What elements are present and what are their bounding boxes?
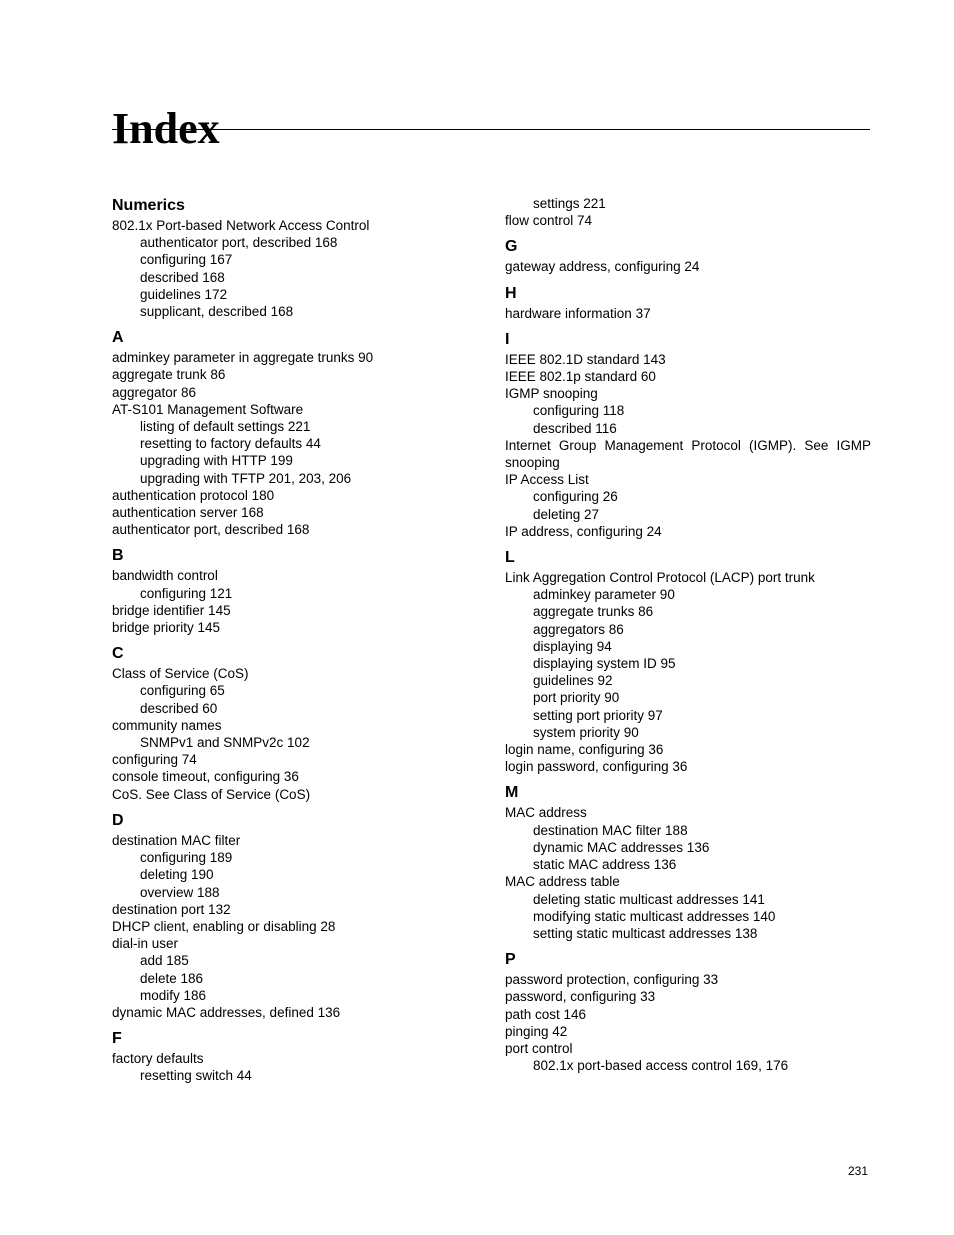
index-subentry: configuring 26 (533, 489, 618, 505)
section-heading: C (112, 645, 124, 663)
index-subentry: described 116 (533, 420, 617, 436)
index-entry: hardware information 37 (505, 305, 651, 321)
section-heading: F (112, 1030, 122, 1048)
index-entry: authentication protocol 180 (112, 487, 275, 503)
index-subentry: guidelines 172 (140, 286, 228, 302)
index-entry: dial-in user (112, 936, 179, 952)
index-entry: aggregator 86 (112, 384, 197, 400)
index-entry: MAC address (505, 805, 587, 821)
index-entry: Class of Service (CoS) (112, 666, 249, 682)
index-entry: pinging 42 (505, 1023, 568, 1039)
index-entry: factory defaults (112, 1051, 204, 1067)
index-entry: path cost 146 (505, 1006, 587, 1022)
index-entry: snooping (505, 455, 560, 471)
page-title: Index (112, 104, 220, 154)
index-subentry: configuring 65 (140, 683, 225, 699)
title-rule (112, 129, 870, 130)
index-entry: IP address, configuring 24 (505, 523, 662, 539)
index-entry: login password, configuring 36 (505, 759, 688, 775)
index-subentry: modifying static multicast addresses 140 (533, 908, 776, 924)
section-heading: Numerics (112, 197, 185, 214)
index-subentry: upgrading with HTTP 199 (140, 453, 293, 469)
index-entry: flow control 74 (505, 213, 593, 229)
index-subentry: deleting 190 (140, 867, 214, 883)
index-section (505, 283, 871, 322)
index-section (112, 1028, 482, 1084)
index-subentry: deleting static multicast addresses 141 (533, 891, 765, 907)
index-subentry: setting static multicast addresses 138 (533, 925, 758, 941)
index-entry: port control (505, 1040, 573, 1056)
index-entry: bandwidth control (112, 568, 218, 584)
index-entry: aggregate trunk 86 (112, 367, 226, 383)
index-subentry: aggregators 86 (533, 621, 624, 637)
index-entry: Link Aggregation Control Protocol (LACP) port trunk (505, 570, 815, 586)
index-subentry: SNMPv1 and SNMPv2c 102 (140, 735, 310, 751)
index-section (505, 329, 871, 540)
index-entry: community names (112, 717, 222, 733)
index-subentry: described 168 (140, 269, 225, 285)
index-entry: authenticator port, described 168 (112, 522, 310, 538)
index-entry: password protection, configuring 33 (505, 972, 719, 988)
index-subentry: resetting to factory defaults 44 (140, 436, 321, 452)
index-subentry: static MAC address 136 (533, 857, 677, 873)
index-section (112, 195, 482, 320)
index-subentry: aggregate trunks 86 (533, 604, 654, 620)
index-subentry: guidelines 92 (533, 673, 613, 689)
section-heading: A (112, 329, 124, 347)
index-subentry: overview 188 (140, 884, 220, 900)
index-entry: DHCP client, enabling or disabling 28 (112, 918, 336, 934)
index-entry: IEEE 802.1D standard 143 (505, 351, 666, 367)
section-heading: H (505, 284, 517, 302)
index-subentry: upgrading with TFTP 201, 203, 206 (140, 470, 352, 486)
index-entry: MAC address table (505, 874, 620, 890)
index-subentry: configuring 167 (140, 252, 233, 268)
index-subentry: displaying 94 (533, 638, 612, 654)
section-heading: B (112, 547, 124, 565)
index-entry: CoS. See Class of Service (CoS) (112, 786, 311, 802)
index-section (112, 545, 482, 636)
index-subentry: destination MAC filter 188 (533, 822, 688, 838)
index-subentry: delete 186 (140, 970, 204, 986)
index-entry: 802.1x Port-based Network Access Control (112, 218, 370, 233)
index-section (112, 643, 482, 803)
index-subentry: modify 186 (140, 987, 207, 1003)
index-entry: destination MAC filter (112, 832, 241, 848)
index-entry: bridge priority 145 (112, 620, 221, 636)
section-heading: D (112, 811, 124, 829)
section-heading: P (505, 951, 516, 969)
index-entry: IP Access List (505, 472, 589, 488)
index-entry: AT-S101 Management Software (112, 401, 304, 417)
section-heading: G (505, 238, 518, 256)
index-section (505, 236, 871, 275)
index-subentry: system priority 90 (533, 724, 639, 740)
index-entry: gateway address, configuring 24 (505, 259, 700, 275)
index-subentry: displaying system ID 95 (533, 656, 676, 672)
index-subentry: authenticator port, described 168 (140, 235, 338, 251)
index-subentry: adminkey parameter 90 (533, 587, 675, 603)
index-entry: Internet Group Management Protocol (IGMP). See IGMP (505, 437, 871, 453)
index-entry: destination port 132 (112, 901, 231, 917)
index-subentry: add 185 (140, 953, 189, 969)
index-entry: dynamic MAC addresses, defined 136 (112, 1004, 341, 1020)
index-entry: password, configuring 33 (505, 989, 656, 1005)
index-subentry: described 60 (140, 700, 218, 716)
section-heading: I (505, 330, 510, 348)
index-subentry: port priority 90 (533, 690, 620, 706)
index-subentry: resetting switch 44 (140, 1068, 252, 1084)
index-entry: adminkey parameter in aggregate trunks 90 (112, 350, 374, 366)
index-subentry: configuring 189 (140, 850, 233, 866)
index-entry: login name, configuring 36 (505, 742, 664, 758)
index-subentry: settings 221 (533, 196, 606, 211)
index-section (505, 547, 871, 775)
index-subentry: deleting 27 (533, 506, 600, 522)
index-subentry: configuring 121 (140, 585, 233, 601)
section-heading: M (505, 784, 519, 802)
index-entry: IGMP snooping (505, 386, 598, 402)
index-subentry: supplicant, described 168 (140, 304, 294, 320)
index-section (112, 327, 482, 538)
section-heading: L (505, 549, 515, 567)
index-section (505, 782, 871, 942)
index-entry: console timeout, configuring 36 (112, 769, 299, 785)
index-entry: bridge identifier 145 (112, 602, 231, 618)
index-entry: authentication server 168 (112, 505, 264, 521)
index-section (505, 949, 871, 1074)
index-subentry: dynamic MAC addresses 136 (533, 839, 710, 855)
index-subentry: configuring 118 (533, 403, 625, 419)
index-column-right (505, 195, 871, 1074)
index-subentry: 802.1x port-based access control 169, 176 (533, 1058, 789, 1074)
page-number: 231 (848, 1164, 869, 1178)
index-subentry: setting port priority 97 (533, 707, 663, 723)
index-column-left (112, 195, 482, 1085)
index-subentry: listing of default settings 221 (140, 419, 311, 435)
index-entry: IEEE 802.1p standard 60 (505, 369, 656, 385)
index-section (112, 810, 482, 1021)
index-section (505, 195, 871, 229)
index-entry: configuring 74 (112, 752, 197, 768)
